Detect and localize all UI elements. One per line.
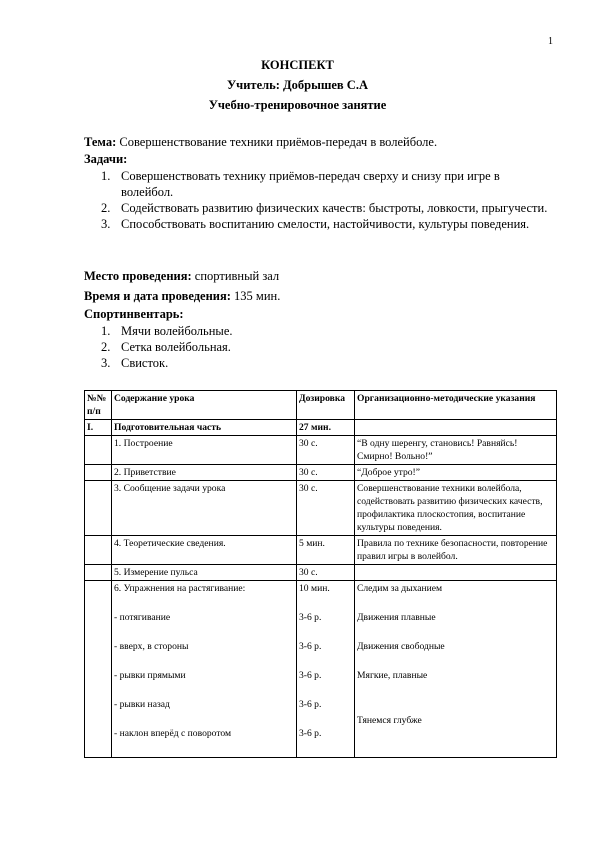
place-value: спортивный зал xyxy=(191,269,280,283)
task-number: 3. xyxy=(101,217,111,231)
cell-number xyxy=(85,581,112,758)
header-content: Содержание урока xyxy=(112,391,297,420)
cell-notes: “В одну шеренгу, становись! Равняйсь! Смирно! Вольно!” xyxy=(355,436,557,465)
cell-number xyxy=(85,465,112,481)
cell-number xyxy=(85,536,112,565)
teacher-name: Учитель: Добрышев С.А xyxy=(227,78,368,92)
equipment-text: Сетка волейбольная. xyxy=(121,340,231,354)
cell-notes: “Доброе утро!” xyxy=(355,465,557,481)
tasks-label: Задачи: xyxy=(84,152,128,166)
cell-content: 3. Сообщение задачи урока xyxy=(112,481,297,536)
cell-dose: 27 мин. xyxy=(297,420,355,436)
equipment-item xyxy=(84,339,554,355)
cell-number xyxy=(85,481,112,536)
exercise-dose: 3-6 р. xyxy=(299,612,322,623)
topic-value: Совершенствование техники приёмов-передач в волейболе. xyxy=(116,135,438,149)
time-value: 135 мин. xyxy=(230,289,281,303)
cell-notes xyxy=(355,565,557,581)
equipment-item xyxy=(84,355,554,371)
equipment-number: 3. xyxy=(101,356,111,370)
cell-content: 5. Измерение пульса xyxy=(112,565,297,581)
exercise-dose: 3-6 р. xyxy=(299,699,322,710)
exercise-note: Следим за дыханием xyxy=(357,583,443,594)
exercise-note: Мягкие, плавные xyxy=(357,670,428,681)
cell-content: Подготовительная часть xyxy=(112,420,297,436)
topic-line xyxy=(84,134,437,150)
cell-content: 1. Построение xyxy=(112,436,297,465)
exercise-item: - рывки назад xyxy=(114,699,170,710)
cell-dose: 30 с. xyxy=(297,481,355,536)
equipment-item xyxy=(84,323,554,339)
table-row xyxy=(85,481,557,536)
task-item xyxy=(84,168,554,200)
time-label: Время и дата проведения: xyxy=(84,289,231,303)
table-row xyxy=(85,420,557,436)
exercise-dose: 3-6 р. xyxy=(299,670,322,681)
task-number: 1. xyxy=(101,169,111,183)
header-dose: Дозировка xyxy=(297,391,355,420)
task-item xyxy=(84,200,554,216)
table-row xyxy=(85,465,557,481)
page-number: 1 xyxy=(548,36,553,47)
cell-content: 2. Приветствие xyxy=(112,465,297,481)
cell-notes: Совершенствование техники волейбола, содействовать развитию физических качеств, профилактика плоскостопия, воспитание культуры поведения. xyxy=(355,481,557,536)
equipment-list xyxy=(84,323,554,371)
document-title: КОНСПЕКТ xyxy=(261,58,334,72)
cell-dose xyxy=(297,581,355,758)
header-notes: Организационно-методические указания xyxy=(355,391,557,420)
table-row-exercises xyxy=(85,581,557,758)
equipment-label: Спортинвентарь: xyxy=(84,307,184,321)
cell-content xyxy=(112,581,297,758)
cell-notes: Правила по технике безопасности, повторение правил игры в волейбол. xyxy=(355,536,557,565)
table-header-row xyxy=(85,391,557,420)
cell-number: I. xyxy=(85,420,112,436)
task-text: Содействовать развитию физических качеств: быстроты, ловкости, прыгучести. xyxy=(121,201,548,215)
task-number: 2. xyxy=(101,201,111,215)
task-text: Способствовать воспитанию смелости, настойчивости, культуры поведения. xyxy=(121,217,530,231)
exercise-item: - наклон вперёд с поворотом xyxy=(114,728,232,739)
cell-content: 4. Теоретические сведения. xyxy=(112,536,297,565)
cell-dose: 30 с. xyxy=(297,465,355,481)
exercise-item: - потягивание xyxy=(114,612,171,623)
exercise-item: - вверх, в стороны xyxy=(114,641,189,652)
table-row xyxy=(85,565,557,581)
cell-notes xyxy=(355,420,557,436)
exercise-title: 6. Упражнения на растягивание: xyxy=(114,583,246,594)
exercise-note: Движения плавные xyxy=(357,612,436,623)
exercise-dose: 10 мин. xyxy=(299,583,330,594)
exercise-dose: 3-6 р. xyxy=(299,728,322,739)
exercise-item: - рывки прямыми xyxy=(114,670,186,681)
task-item xyxy=(84,216,554,232)
lesson-plan-table xyxy=(84,390,557,758)
cell-notes xyxy=(355,581,557,758)
exercise-note: Тянемся глубже xyxy=(357,715,422,726)
equipment-text: Мячи волейбольные. xyxy=(121,324,233,338)
cell-dose: 30 с. xyxy=(297,565,355,581)
exercise-dose: 3-6 р. xyxy=(299,641,322,652)
equipment-text: Свисток. xyxy=(121,356,169,370)
cell-number xyxy=(85,436,112,465)
cell-number xyxy=(85,565,112,581)
table-row xyxy=(85,436,557,465)
table-row xyxy=(85,536,557,565)
tasks-list xyxy=(84,168,554,232)
task-text: Совершенствовать технику приёмов-передач сверху и снизу при игре в волейбол. xyxy=(121,169,500,199)
place-line xyxy=(84,268,279,284)
topic-label: Тема: xyxy=(84,135,117,149)
place-label: Место проведения: xyxy=(84,269,192,283)
cell-dose: 30 с. xyxy=(297,436,355,465)
exercise-note: Движения свободные xyxy=(357,641,445,652)
equipment-number: 2. xyxy=(101,340,111,354)
equipment-number: 1. xyxy=(101,324,111,338)
header-number: №№ п/п xyxy=(85,391,112,420)
cell-dose: 5 мин. xyxy=(297,536,355,565)
lesson-type: Учебно-тренировочное занятие xyxy=(208,98,387,112)
time-line xyxy=(84,288,280,304)
